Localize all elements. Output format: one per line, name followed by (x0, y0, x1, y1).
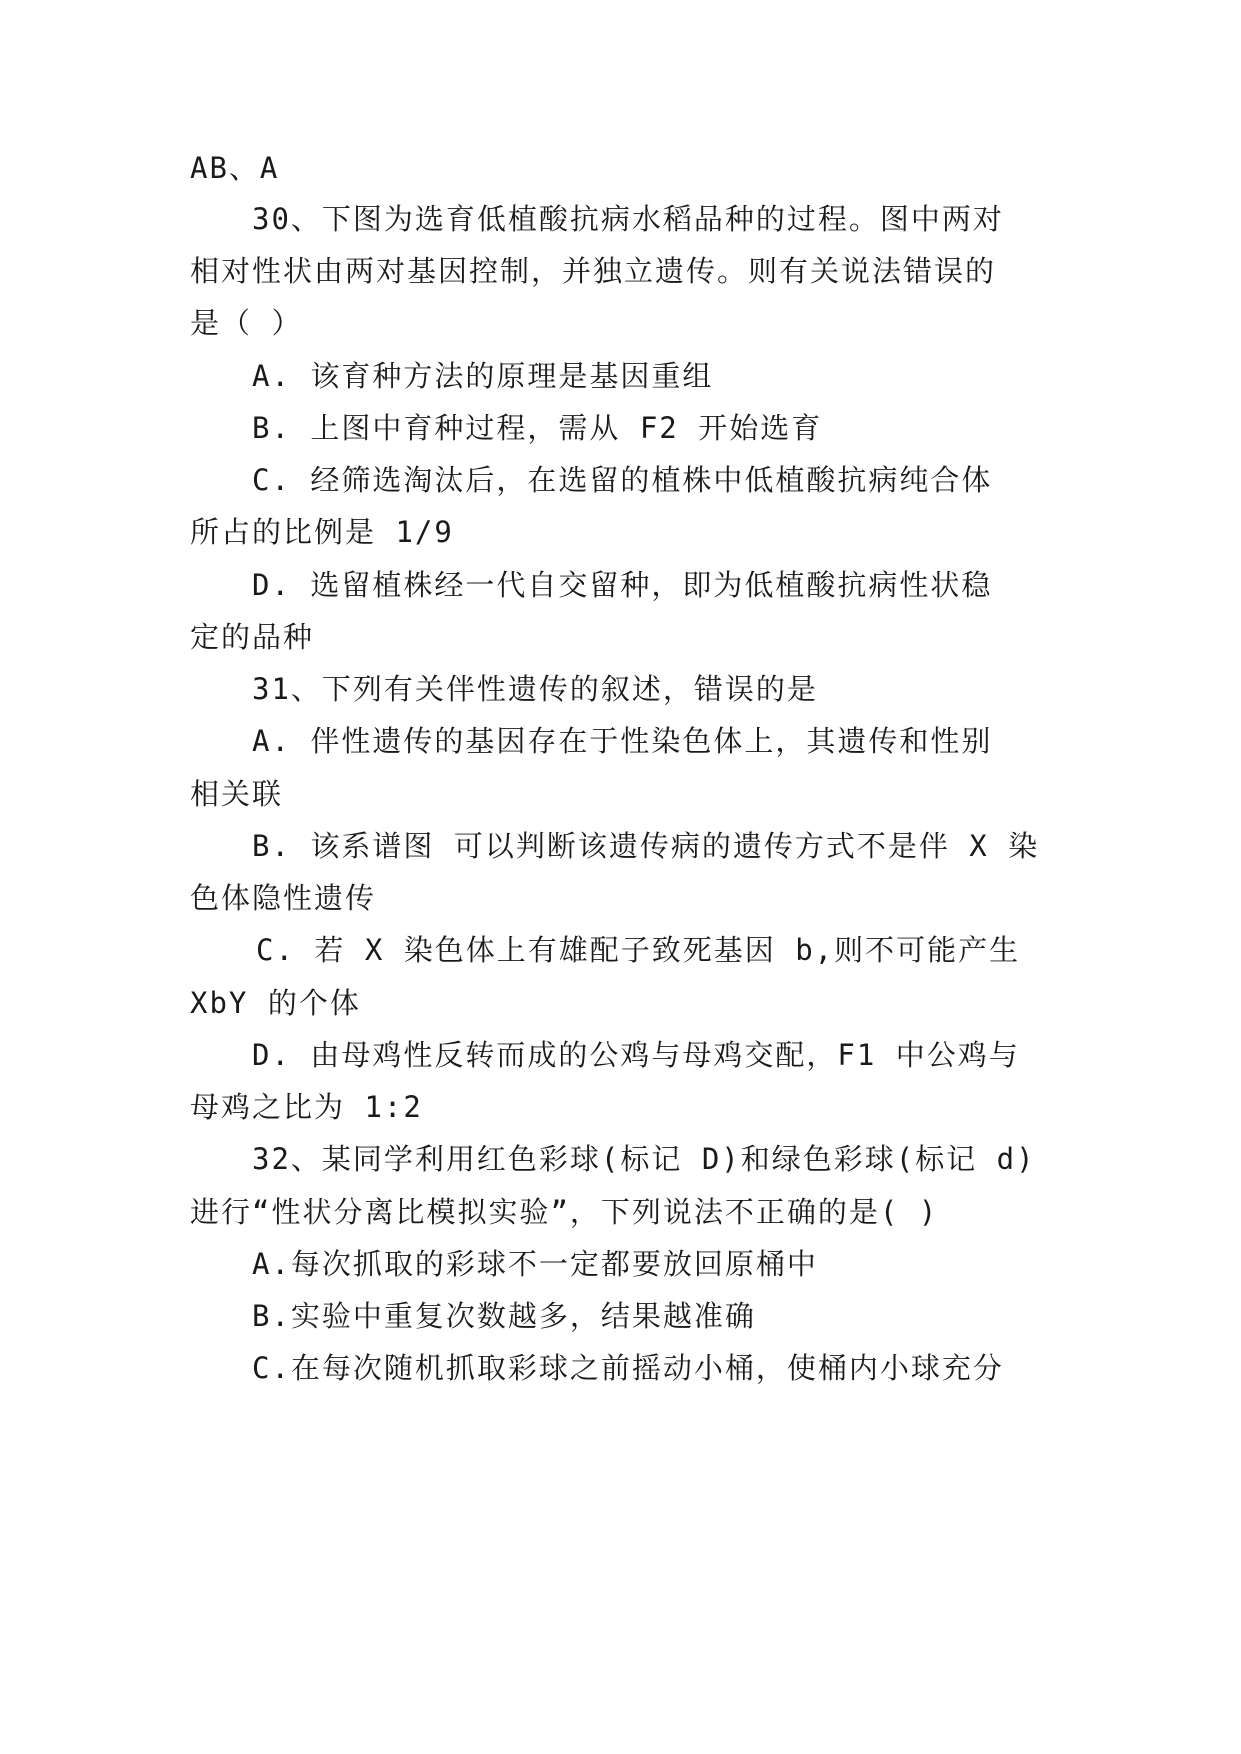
question-31-option-c-cont: XbY 的个体 (190, 986, 361, 1020)
question-30-stem: 30、下图为选育低植酸抗病水稻品种的过程。图中两对 (252, 202, 1004, 236)
question-32-option-b: B.实验中重复次数越多，结果越准确 (252, 1299, 756, 1333)
question-31-stem: 31、下列有关伴性遗传的叙述，错误的是 (252, 672, 818, 706)
question-30-option-d: D. 选留植株经一代自交留种，即为低植酸抗病性状稳 (252, 568, 993, 602)
question-32-stem: 32、某同学利用红色彩球(标记 D)和绿色彩球(标记 d) (252, 1142, 1036, 1176)
question-30-option-c-cont: 所占的比例是 1/9 (190, 515, 454, 549)
question-31-option-c: C. 若 X 染色体上有雄配子致死基因 b,则不可能产生 (256, 933, 1021, 967)
question-31-option-a: A. 伴性遗传的基因存在于性染色体上，其遗传和性别 (252, 724, 993, 758)
question-30-stem-cont: 相对性状由两对基因控制，并独立遗传。则有关说法错误的 (190, 254, 997, 288)
question-31-option-b: B. 该系谱图 可以判断该遗传病的遗传方式不是伴 X 染 (252, 829, 1040, 863)
answer-line: AB、A (190, 151, 280, 185)
question-31-option-b-cont: 色体隐性遗传 (190, 881, 377, 915)
question-32-option-a: A.每次抓取的彩球不一定都要放回原桶中 (252, 1247, 818, 1281)
question-31-option-d-cont: 母鸡之比为 1:2 (190, 1090, 423, 1124)
question-31-option-d: D. 由母鸡性反转而成的公鸡与母鸡交配，F1 中公鸡与 (252, 1038, 1020, 1072)
question-31-option-a-cont: 相关联 (190, 777, 284, 811)
question-32-stem-cont: 进行“性状分离比模拟实验”，下列说法不正确的是( ) (190, 1195, 939, 1229)
question-30-option-d-cont: 定的品种 (190, 620, 315, 654)
question-30-option-b: B. 上图中育种过程，需从 F2 开始选育 (252, 411, 823, 445)
question-30-stem-end: 是（ ） (190, 306, 303, 340)
question-32-option-c: C.在每次随机抓取彩球之前摇动小桶，使桶内小球充分 (252, 1351, 1004, 1385)
question-30-option-a: A. 该育种方法的原理是基因重组 (252, 359, 714, 393)
question-30-option-c: C. 经筛选淘汰后，在选留的植株中低植酸抗病纯合体 (252, 463, 993, 497)
